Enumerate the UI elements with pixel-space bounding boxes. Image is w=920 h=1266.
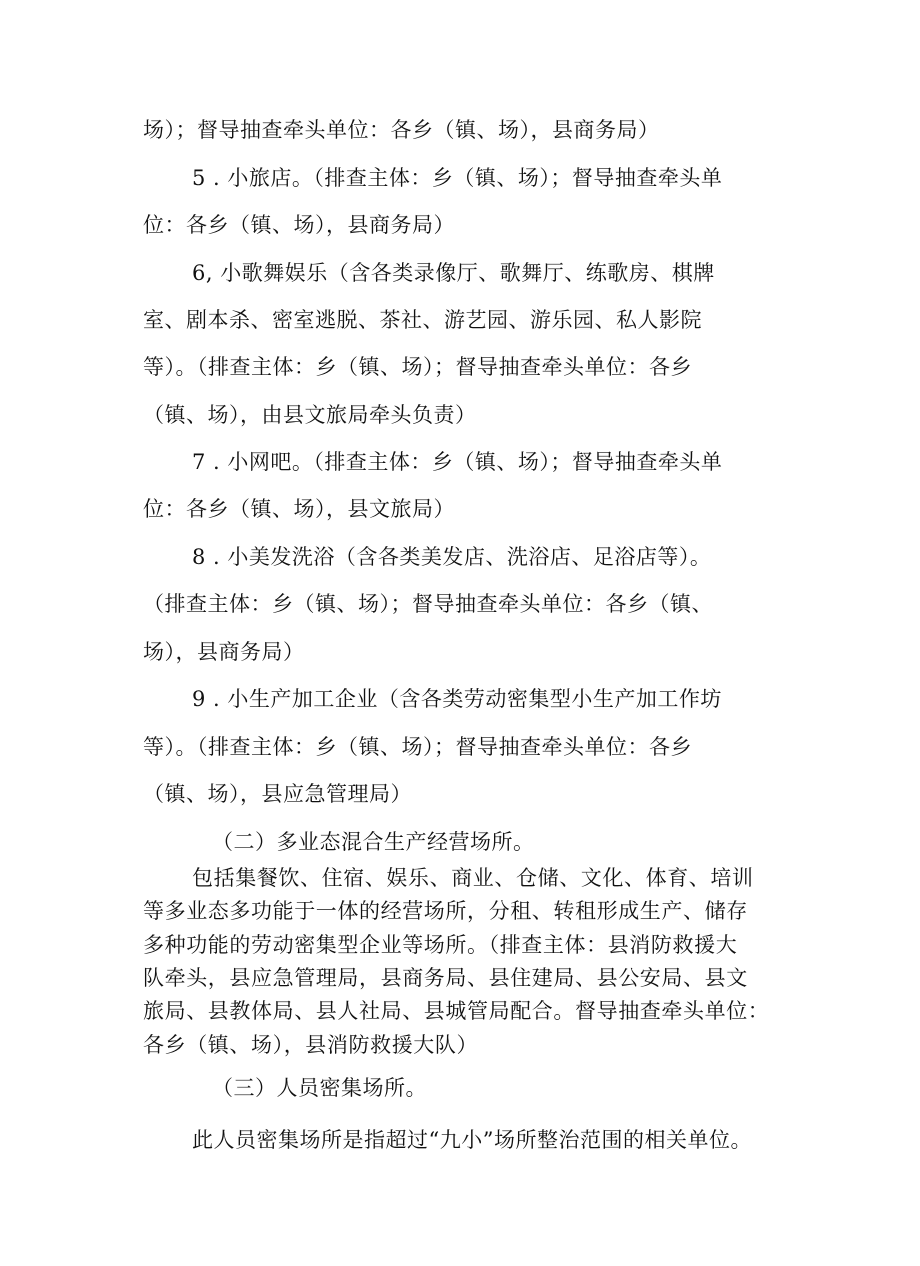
text-line: 5 . 小旅店。（排查主体：乡（镇、场）；督导抽查牵头单 <box>192 166 723 190</box>
text-line: 场）；督导抽查牵头单位：各乡（镇、场），县商务局） <box>143 118 660 142</box>
text-line: 各乡（镇、场），县消防救援大队） <box>143 1033 479 1057</box>
text-line: 等多业态多功能于一体的经营场所，分租、转租形成生产、储存 <box>143 899 748 923</box>
section-heading: （二）多业态混合生产经营场所。 <box>212 830 535 854</box>
text-line: 队牵头，县应急管理局，县商务局、县住建局、县公安局、县文 <box>143 966 748 990</box>
text-line: 7 . 小网吧。（排查主体：乡（镇、场）；督导抽查牵头单 <box>192 450 723 474</box>
text-line: 等）。（排查主体：乡（镇、场）；督导抽查牵头单位：各乡 <box>143 355 692 379</box>
text-line: （镇、场），由县文旅局牵头负责） <box>143 403 477 427</box>
text-line: 位：各乡（镇、场），县商务局） <box>143 213 455 237</box>
text-line: 室、剧本杀、密室逃脱、茶社、游艺园、游乐园、私人影院 <box>143 308 702 332</box>
text-line: 此人员密集场所是指超过“九小”场所整治范围的相关单位。 <box>192 1128 752 1152</box>
text-line: 6, 小歌舞娱乐（含各类录像厅、歌舞厅、练歌房、棋牌 <box>192 261 715 285</box>
text-line: 场），县商务局） <box>143 640 305 664</box>
text-line: 包括集餐饮、住宿、娱乐、商业、仓储、文化、体育、培训 <box>192 866 754 890</box>
text-line: （镇、场），县应急管理局） <box>143 782 412 806</box>
section-heading: （三）人员密集场所。 <box>212 1076 427 1100</box>
text-line: 9 . 小生产加工企业（含各类劳动密集型小生产加工作坊 <box>192 687 722 711</box>
text-line: （排查主体：乡（镇、场）；督导抽查牵头单位：各乡（镇、 <box>143 592 713 616</box>
text-line: 位：各乡（镇、场），县文旅局） <box>143 497 455 521</box>
text-line: 8 . 小美发洗浴（含各类美发店、洗浴店、足浴店等）。 <box>192 545 712 569</box>
text-line: 旅局、县教体局、县人社局、县城管局配合。督导抽查牵头单位： <box>143 999 770 1023</box>
text-line: 等）。（排查主体：乡（镇、场）；督导抽查牵头单位：各乡 <box>143 735 692 759</box>
text-line: 多种功能的劳动密集型企业等场所。（排查主体：县消防救援大 <box>143 933 738 957</box>
